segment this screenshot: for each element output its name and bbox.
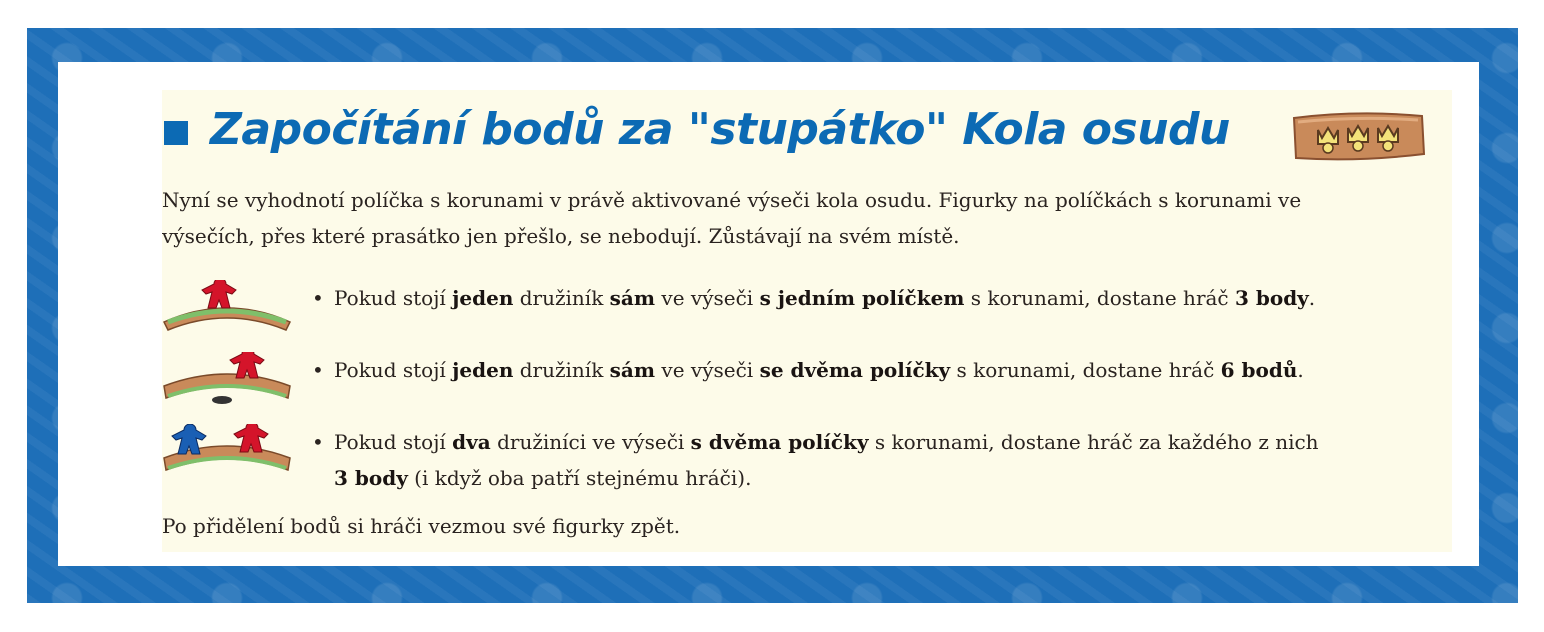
wheel-sector-one-red-meeple-icon (162, 280, 292, 332)
three-crowns-wooden-tile-icon (1288, 108, 1428, 166)
intro-paragraph (162, 182, 1452, 254)
rule-item (162, 280, 1452, 340)
bullet: • (312, 430, 324, 454)
bullet: • (312, 358, 324, 382)
wheel-sector-blue-and-red-meeple-icon (162, 424, 292, 476)
rule-item (162, 424, 1452, 490)
section-header (162, 90, 1452, 170)
rule-item (162, 352, 1452, 412)
rules-box (162, 90, 1452, 552)
intro-line-1: Nyní se vyhodnotí políčka s korunami v právě aktivované výseči kola osudu. Figurky na políčkách s korunami ve (162, 188, 1302, 212)
rule-text: Pokud stojí jeden družiník sám ve výseči s jedním políčkem s korunami, dostane hráč 3 body. (334, 286, 1316, 310)
closing-paragraph: Po přidělení bodů si hráči vezmou své figurky zpět. (162, 514, 681, 538)
content-panel (58, 62, 1479, 566)
bullet: • (312, 286, 324, 310)
wheel-sector-one-red-meeple-two-crowns-icon (162, 352, 292, 404)
intro-line-2: výsečích, přes které prasátko jen přešlo, se nebodují. Zůstávají na svém místě. (162, 224, 960, 248)
rule-text: Pokud stojí jeden družiník sám ve výseči se dvěma políčky s korunami, dostane hráč 6 bodů. (334, 358, 1304, 382)
rule-text: Pokud stojí dva družiníci ve výseči s dvěma políčky s korunami, dostane hráč za každého z nich 3 body (i když oba patří stejnému hráči). (334, 430, 1319, 490)
square-bullet-icon (164, 121, 188, 145)
section-title: Započítání bodů za "stupátko" Kola osudu (210, 104, 1230, 155)
